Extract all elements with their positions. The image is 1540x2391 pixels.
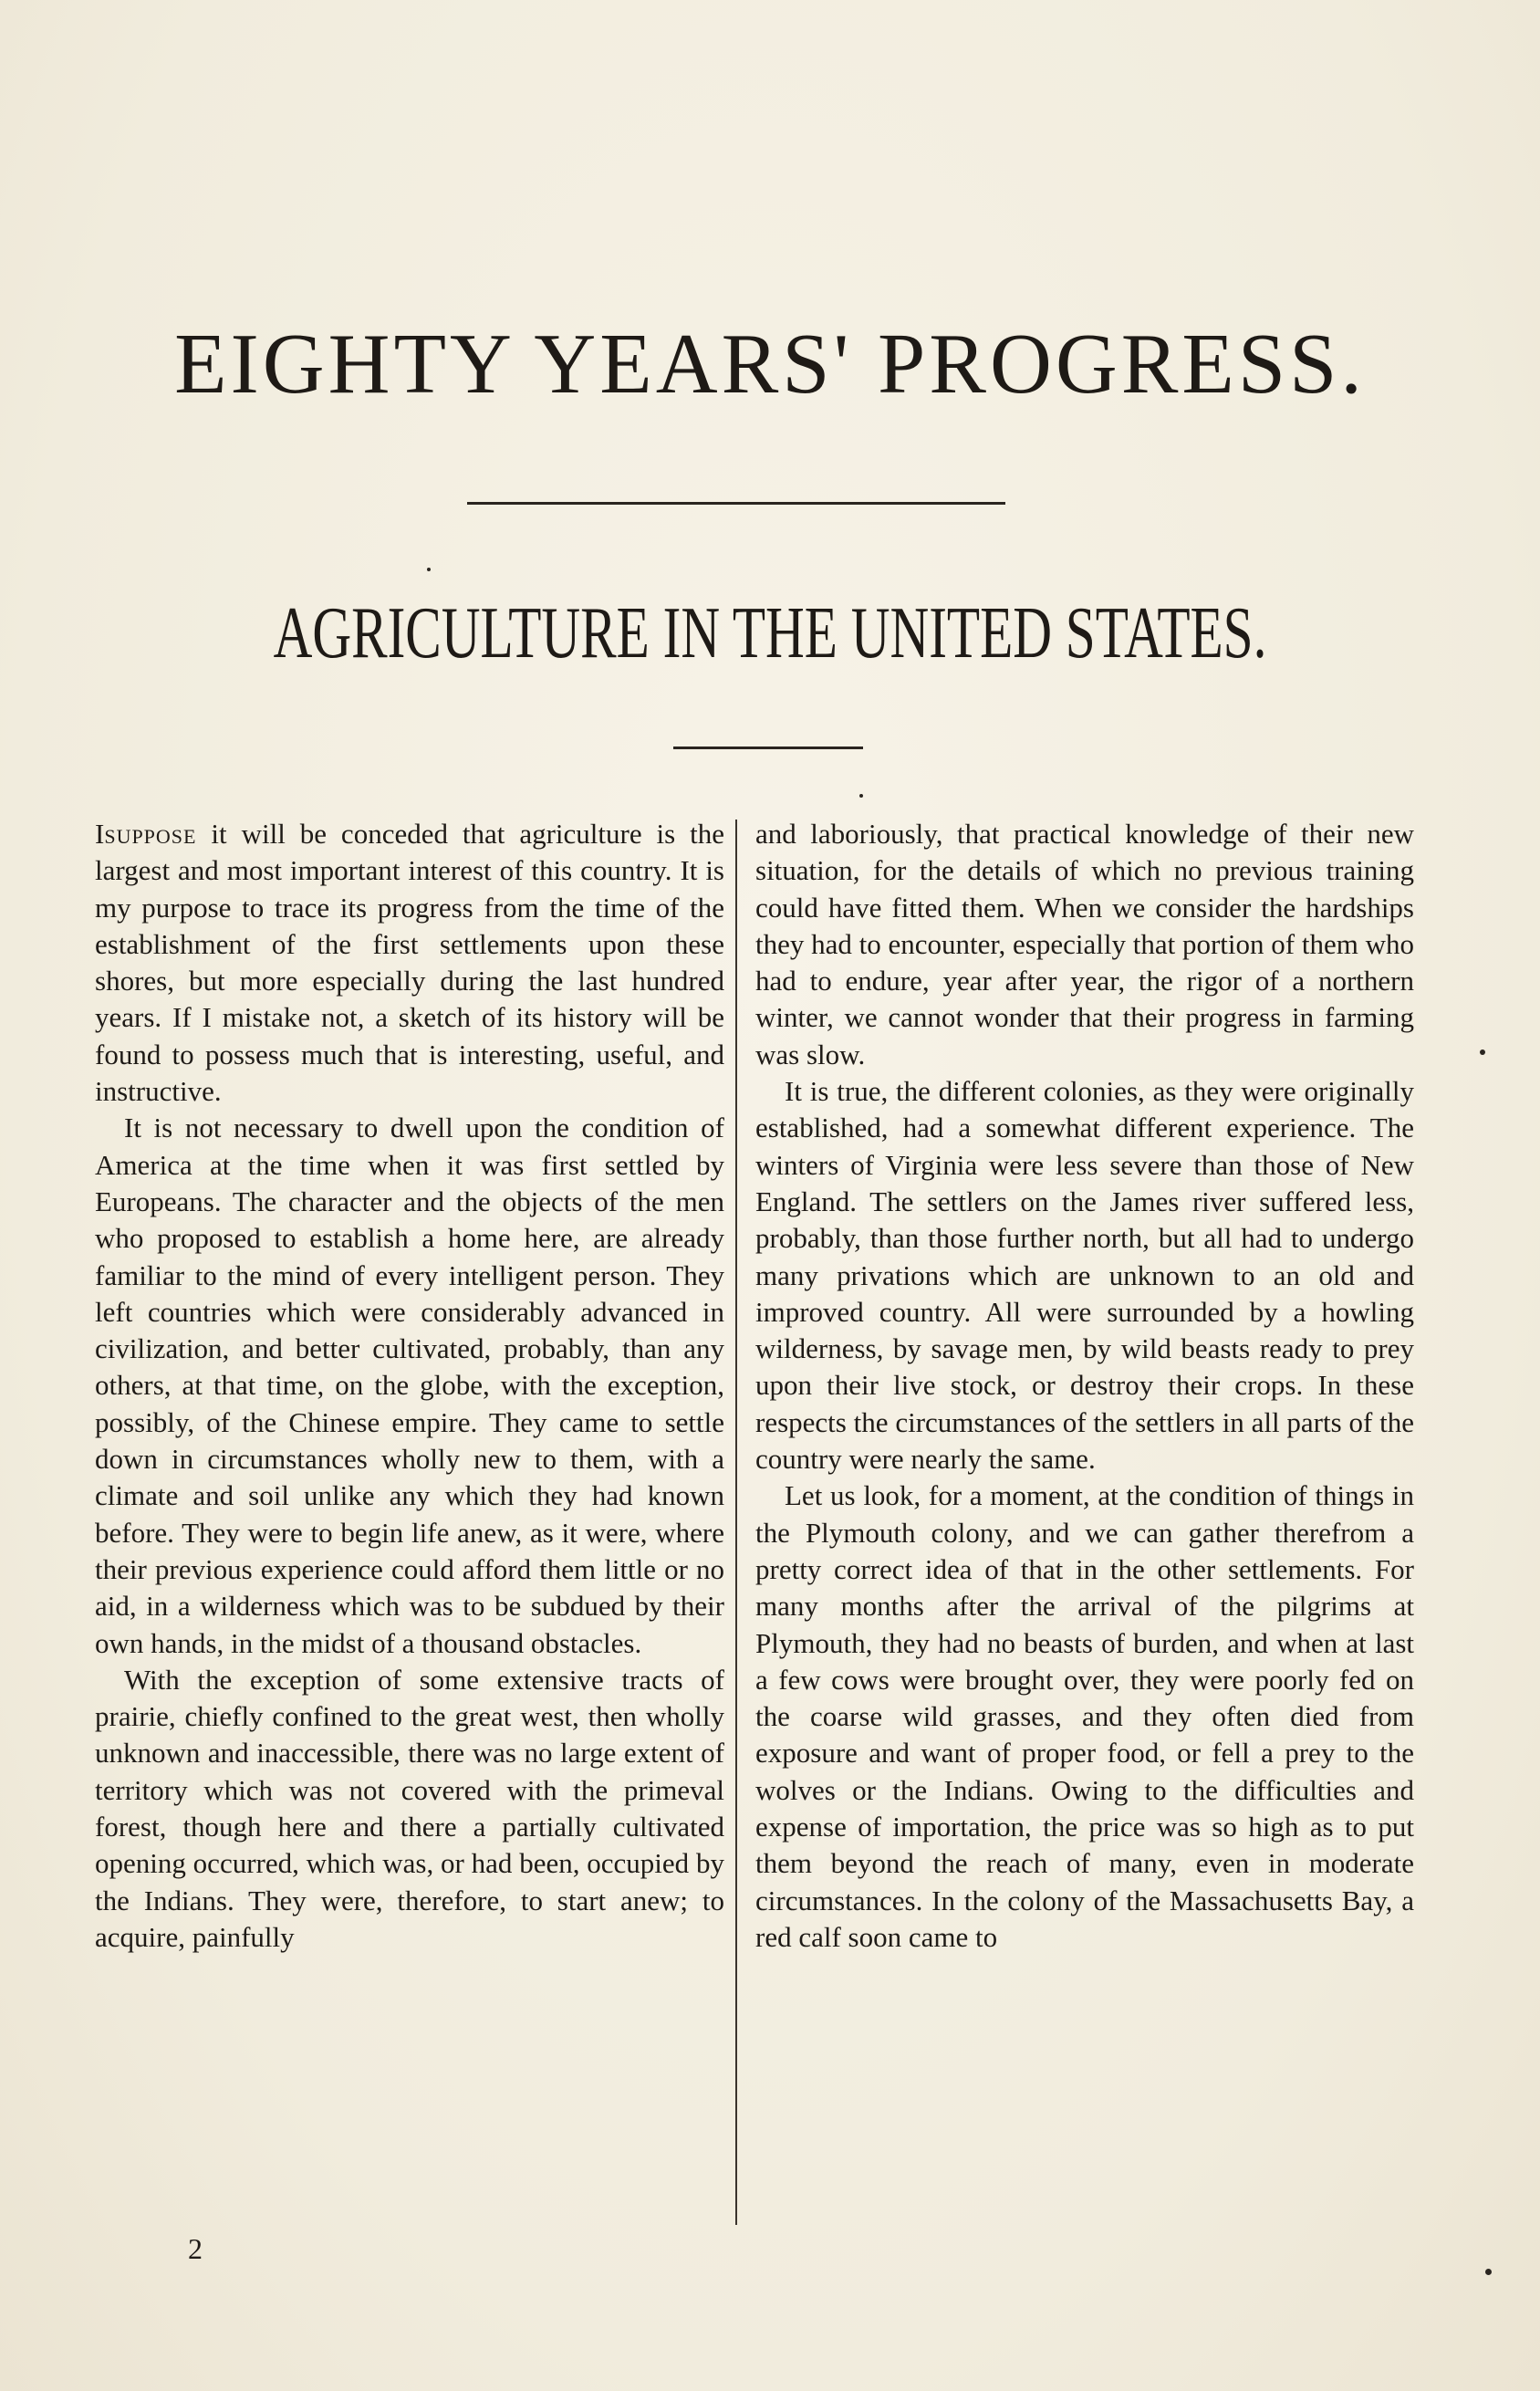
paragraph: It is true, the different colonies, as they were originally established, had a somewhat different experience. The winters of Virginia were less severe than those of New England. The settlers on the James river suffered less, probably, than those further north, but all had to undergo many privations which are unknown to an old and improved country. All were surrounded by a howling wilderness, by savage men, by wild beasts ready to prey upon their live stock, or destroy their crops. In these respects the circumstances of the settlers in all parts of the country were nearly the same. [755, 1075, 1414, 1476]
ink-speck [427, 568, 431, 571]
right-column [755, 816, 1414, 1956]
paragraph: It is not necessary to dwell upon the condition of America at the time when it was first settled by Europeans. The character and the objects of the men who proposed to establish a home here, are already familiar to the mind of every intelligent person. They left countries which were considerably advanced in civilization, and better cultivated, probably, than any others, at that time, on the globe, with the exception, possibly, of the Chinese empire. They came to settle down in circumstances wholly new to them, with a climate and soil unlike any which they had known before. They were to begin life anew, as it were, where their previous experience could afford them little or no aid, in a wilderness which was to be subdued by their own hands, in the midst of a thousand obstacles. [95, 1112, 724, 1659]
book-title: EIGHTY YEARS' PROGRESS. [174, 317, 1366, 412]
opening-word: suppose [104, 818, 197, 850]
page-number: 2 [188, 2232, 203, 2265]
title-rule [467, 502, 1005, 505]
ink-speck [1485, 2269, 1492, 2275]
column-divider [735, 820, 737, 2225]
paragraph-text: it will be conceded that agriculture is the largest and most important interest of this country. It is my purpose to trace its progress from the time of the establishment of the first settlements upon these shores, but more especially during the last hundred years. If I mistake not, a sketch of its history will be found to possess much that is interesting, useful, and instructive. [95, 818, 725, 1108]
left-column [95, 816, 724, 1956]
ink-speck [859, 794, 863, 798]
section-rule [673, 747, 863, 749]
paragraph: and laboriously, that practical knowledge of their new situation, for the details of which no previous training could have fitted them. When we consider the hardships they had to encounter, especially that portion of them who had to endure, year after year, the rigor of a northern winter, we cannot wonder that their progress in farming was slow. [755, 818, 1414, 1070]
paragraph: Let us look, for a moment, at the condition of things in the Plymouth colony, and we can gather therefrom a pretty correct idea of that in the other settlements. For many months after the arrival of the pilgrims at Plymouth, they had no beasts of burden, and when at last a few cows were brought over, they were poorly fed on the coarse wild grasses, and they often died from exposure and want of proper food, or fell a prey to the wolves or the Indians. Owing to the difficulties and expense of importation, the price was so high as to put them beyond the reach of many, even in moderate circumstances. In the colony of the Massachusetts Bay, a red calf soon came to [755, 1479, 1414, 1953]
paragraph [95, 816, 724, 1110]
initial-letter: I [95, 818, 105, 850]
ink-speck [1480, 1049, 1485, 1055]
paragraph: With the exception of some extensive tracts of prairie, chiefly confined to the great west, then wholly unknown and inaccessible, there was no large extent of territory which was not covered with the primeval forest, though here and there a partially cultivated opening occurred, which was, or had been, occupied by the Indians. They were, therefore, to start anew; to acquire, painfully [95, 1663, 724, 1953]
section-title: AGRICULTURE IN THE UNITED STATES. [273, 593, 1267, 673]
